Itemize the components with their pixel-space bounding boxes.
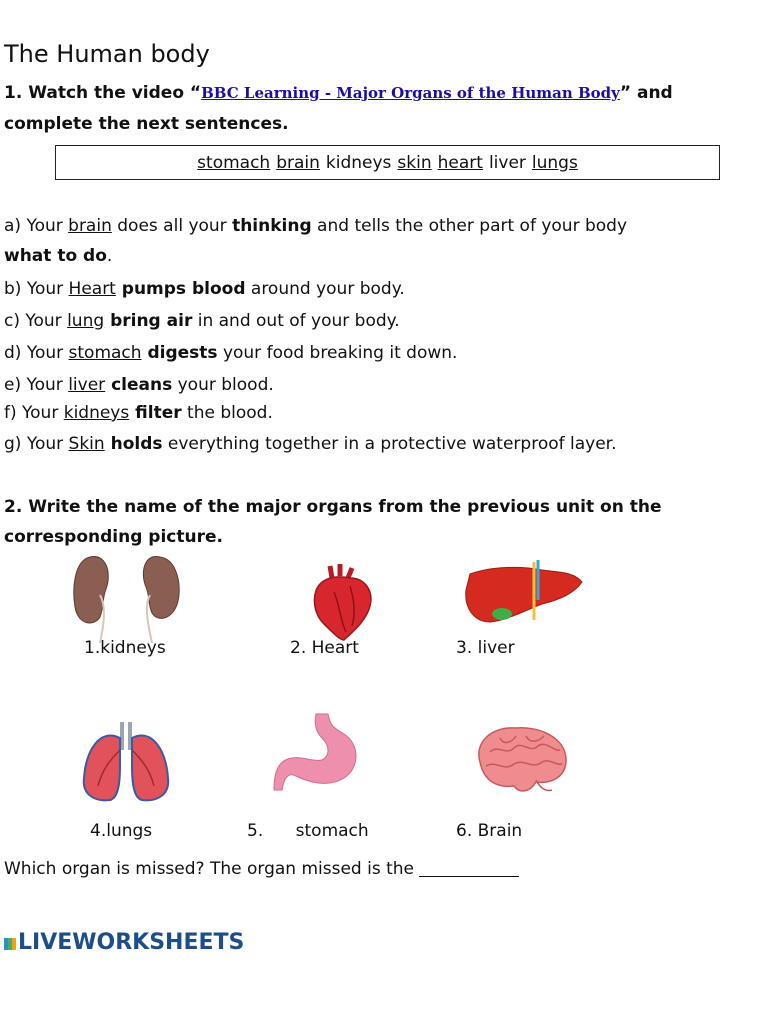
kidneys-image — [70, 555, 185, 645]
liver-image — [462, 560, 587, 628]
word-kidneys: kidneys — [325, 152, 392, 173]
answer-lung[interactable]: lung — [67, 311, 105, 331]
word-skin: skin — [397, 152, 432, 173]
caption-kidneys: 1.kidneys — [84, 638, 166, 658]
word-brain: brain — [276, 152, 320, 173]
sentence-e: e) Your liver cleans your blood. — [4, 375, 274, 395]
word-bank — [55, 145, 720, 180]
word-liver: liver — [488, 152, 526, 173]
word-stomach: stomach — [197, 152, 271, 173]
page-title: The Human body — [4, 40, 210, 68]
liveworksheets-logo: LIVEWORKSHEETS — [4, 930, 244, 955]
brain-image — [470, 722, 570, 798]
sentence-d: d) Your stomach digests your food breaking it down. — [4, 343, 458, 363]
answer-liver[interactable]: liver — [68, 375, 106, 395]
caption-brain: 6. Brain — [456, 821, 523, 841]
caption-heart: 2. Heart — [290, 638, 359, 658]
sentence-a: a) Your brain does all your thinking and tells the other part of your body — [4, 216, 628, 236]
question-1-line2: complete the next sentences. — [4, 114, 289, 134]
caption-stomach: 5. stomach — [247, 821, 369, 841]
question-1 — [4, 83, 673, 103]
sentence-c: c) Your lung bring air in and out of your body. — [4, 311, 400, 331]
video-link[interactable]: BBC Learning - Major Organs of the Human Body — [201, 84, 620, 102]
sentence-f: f) Your kidneys filter the blood. — [4, 403, 273, 423]
answer-brain[interactable]: brain — [68, 216, 112, 236]
sentence-b: b) Your Heart pumps blood around your body. — [4, 279, 405, 299]
word-heart: heart — [437, 152, 483, 173]
answer-stomach[interactable]: stomach — [68, 343, 142, 363]
sentence-g: g) Your Skin holds everything together in a protective waterproof layer. — [4, 434, 617, 454]
question-2-line2: corresponding picture. — [4, 527, 223, 547]
answer-kidneys[interactable]: kidneys — [63, 403, 130, 423]
missing-organ-question — [4, 859, 519, 879]
question-2: 2. Write the name of the major organs from the previous unit on the — [4, 497, 662, 517]
missing-organ-blank[interactable] — [419, 862, 519, 877]
missing-organ-text: Which organ is missed? The organ missed is the — [4, 859, 420, 879]
word-lungs: lungs — [531, 152, 578, 173]
caption-liver: 3. liver — [456, 638, 515, 658]
logo-icon — [4, 938, 16, 950]
lungs-image — [80, 720, 172, 805]
sentence-a-line2: what to do. — [4, 246, 113, 266]
caption-lungs: 4.lungs — [90, 821, 153, 841]
question-1-suffix: ” and — [619, 83, 673, 103]
answer-heart[interactable]: Heart — [68, 279, 116, 299]
answer-skin[interactable]: Skin — [68, 434, 105, 454]
stomach-image — [272, 712, 362, 794]
question-1-prefix: 1. Watch the video “ — [4, 83, 202, 103]
heart-image — [310, 562, 376, 642]
